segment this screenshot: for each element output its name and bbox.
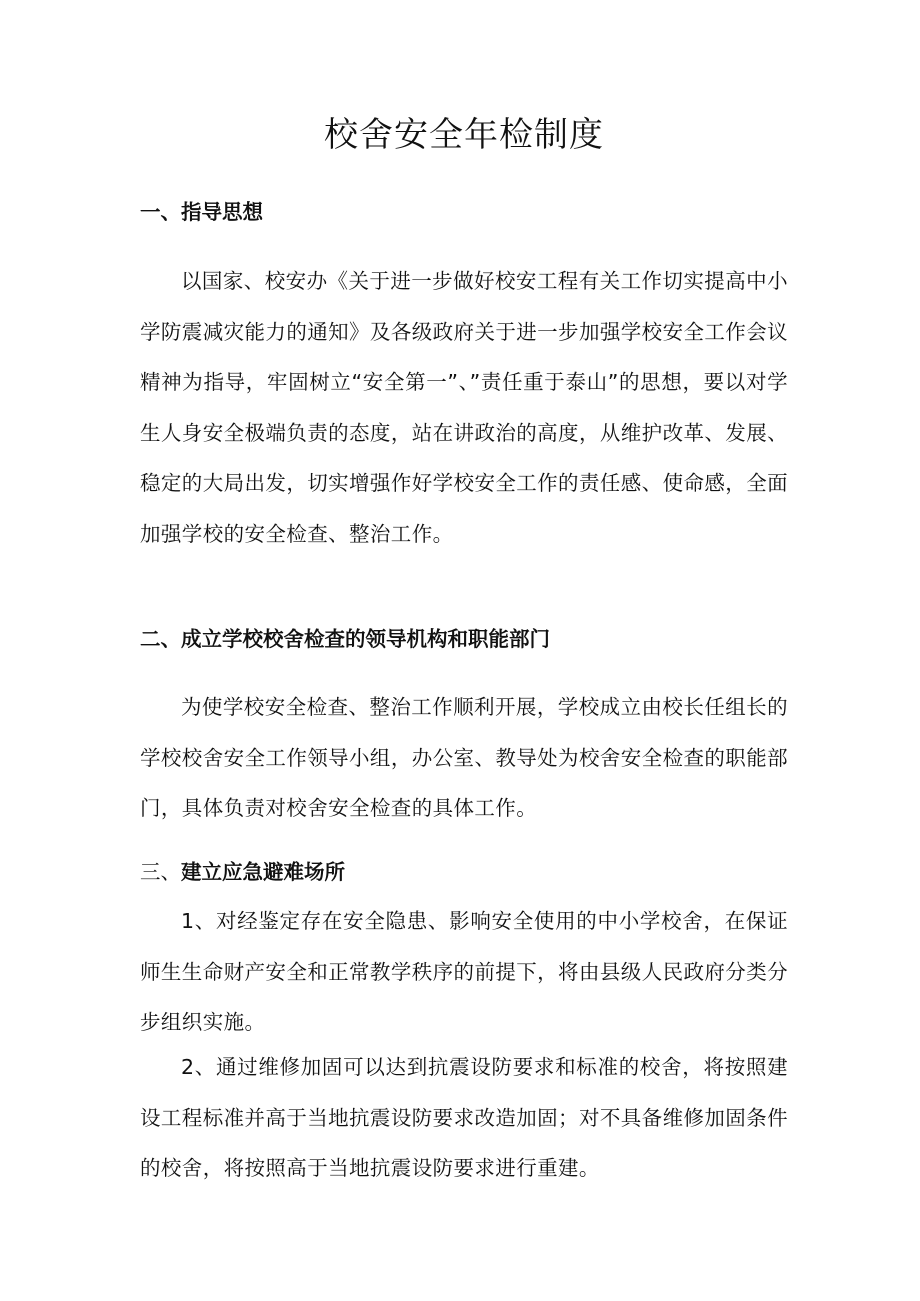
section-3-heading bbox=[140, 858, 788, 886]
document-title: 校舍安全年检制度 bbox=[324, 115, 604, 155]
section-3-paragraph-2: 2、通过维修加固可以达到抗震设防要求和标准的校舍，将按照建设工程标准并高于当地抗震设防要求改造加固；对不具备维修加固条件的校舍，将按照高于当地抗震设防要求进行重建。 bbox=[140, 1055, 788, 1180]
section-3-paragraph-1: 1、对经鉴定存在安全隐患、影响安全使用的中小学校舍，在保证师生生命财产安全和正常教学秩序的前提下，将由县级人民政府分类分步组织实施。 bbox=[140, 909, 788, 1034]
section-2-paragraph: 为使学校安全检查、整治工作顺利开展，学校成立由校长任组长的学校校舍安全工作领导小组，办公室、教导处为校舍安全检查的职能部门，具体负责对校舍安全检查的具体工作。 bbox=[140, 695, 788, 820]
section-2-heading: 二、成立学校校舍检查的领导机构和职能部门 bbox=[140, 627, 550, 651]
section-1-paragraph: 以国家、校安办《关于进一步做好校安工程有关工作切实提高中小学防震减灾能力的通知》及各级政府关于进一步加强学校安全工作会议精神为指导，牢固树立“安全第一”、”责任重于泰山”的思想，要以对学生人身安全极端负责的态度，站在讲政治的高度，从维护改革、发展、稳定的大局出发，切实增强作好学校安全工作的责任感、使命感，全面加强学校的安全检查、整治工作。 bbox=[140, 269, 788, 546]
document-page bbox=[140, 0, 788, 1301]
section-3-heading-prefix: 三、 bbox=[140, 860, 181, 884]
section-3-heading-text: 建立应急避难场所 bbox=[181, 860, 345, 884]
section-1-heading: 一、指导思想 bbox=[140, 200, 263, 224]
